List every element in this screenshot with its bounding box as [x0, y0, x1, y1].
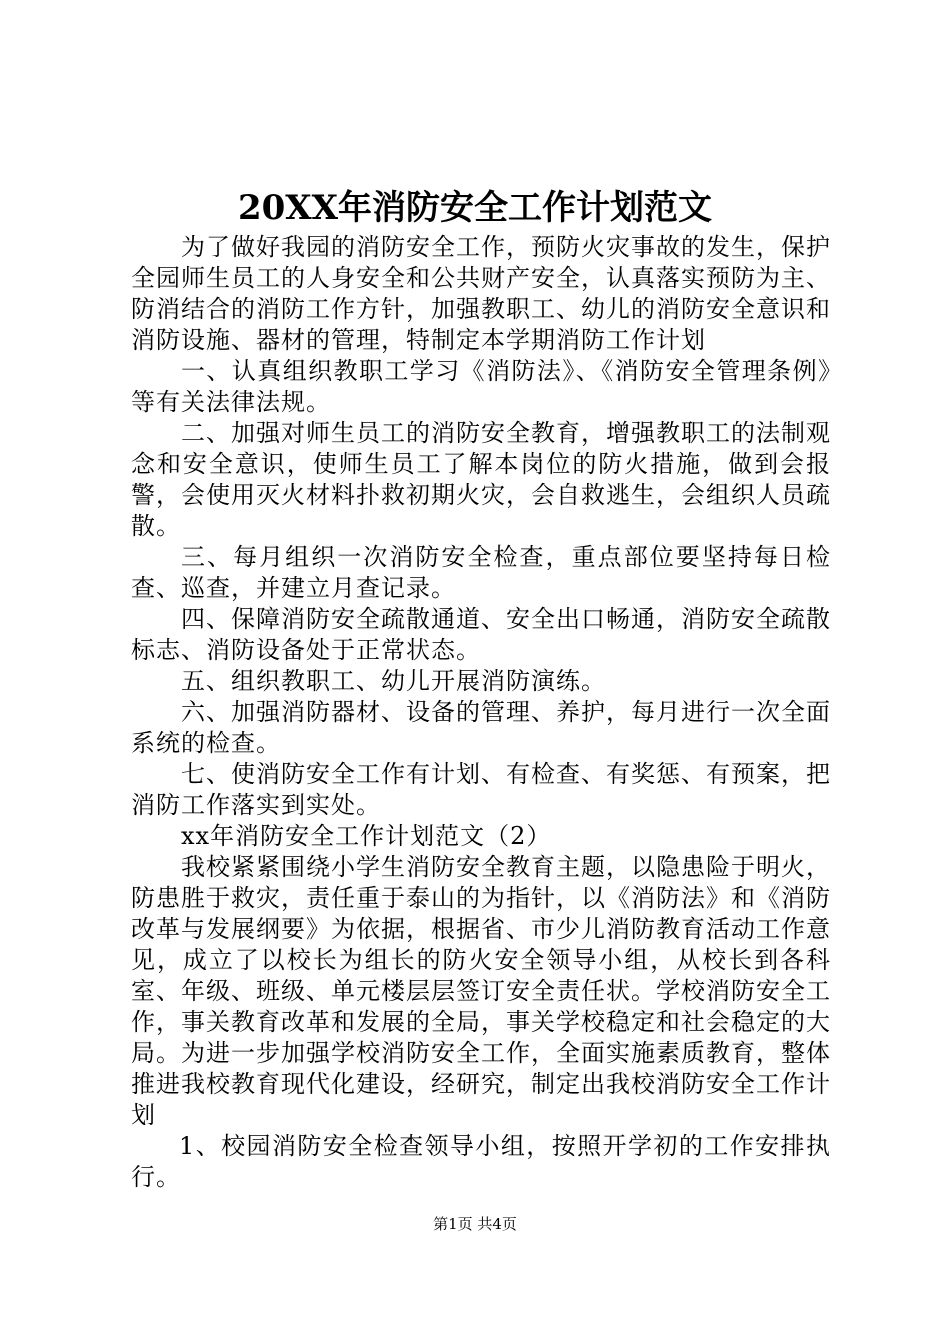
paragraph-item-5: 五、组织教职工、幼儿开展消防演练。 [181, 667, 606, 695]
paragraph-item-6: 六、加强消防器材、设备的管理、养护，每月进行一次全面系统的检查。 [131, 698, 831, 757]
section-subheading: xx年消防安全工作计划范文（2） [181, 822, 552, 850]
paragraph-intro: 为了做好我园的消防安全工作，预防火灾事故的发生，保护全园师生员工的人身安全和公共财产安全，认真落实预防为主、防消结合的消防工作方针，加强教职工、幼儿的消防安全意识和消防设施、器材的管理，特制定本学期消防工作计划 [131, 233, 831, 354]
paragraph-item-3: 三、每月组织一次消防安全检查，重点部位要坚持每日检查、巡查，并建立月查记录。 [131, 543, 831, 602]
paragraph-numbered-1: 1、校园消防安全检查领导小组，按照开学初的工作安排执行。 [131, 1132, 831, 1191]
paragraph-section-2-intro: 我校紧紧围绕小学生消防安全教育主题，以隐患险于明火，防患胜于救灾，责任重于泰山的为指针，以《消防法》和《消防改革与发展纲要》为依据，根据省、市少儿消防教育活动工作意见，成立了以校长为组长的防火安全领导小组，从校长到各科室、年级、班级、单元楼层层签订安全责任状。学校消防安全工作，事关教育改革和发展的全局，事关学校稳定和社会稳定的大局。为进一步加强学校消防安全工作，全面实施素质教育，整体推进我校教育现代化建设，经研究，制定出我校消防安全工作计划 [131, 853, 831, 1129]
paragraph-item-1: 一、认真组织教职工学习《消防法》、《消防安全管理条例》等有关法律法规。 [131, 357, 831, 416]
paragraph-item-4: 四、保障消防安全疏散通道、安全出口畅通，消防安全疏散标志、消防设备处于正常状态。 [131, 605, 831, 664]
document-body [131, 232, 831, 1193]
paragraph-item-2: 二、加强对师生员工的消防安全教育，增强教职工的法制观念和安全意识，使师生员工了解本岗位的防火措施，做到会报警，会使用灭火材料扑救初期火灾，会自救逃生，会组织人员疏散。 [131, 419, 831, 540]
document-title: 20XX年消防安全工作计划范文 [237, 188, 713, 228]
paragraph-item-7: 七、使消防安全工作有计划、有检查、有奖惩、有预案，把消防工作落实到实处。 [131, 760, 831, 819]
page-number-footer: 第1页 共4页 [433, 1215, 517, 1233]
